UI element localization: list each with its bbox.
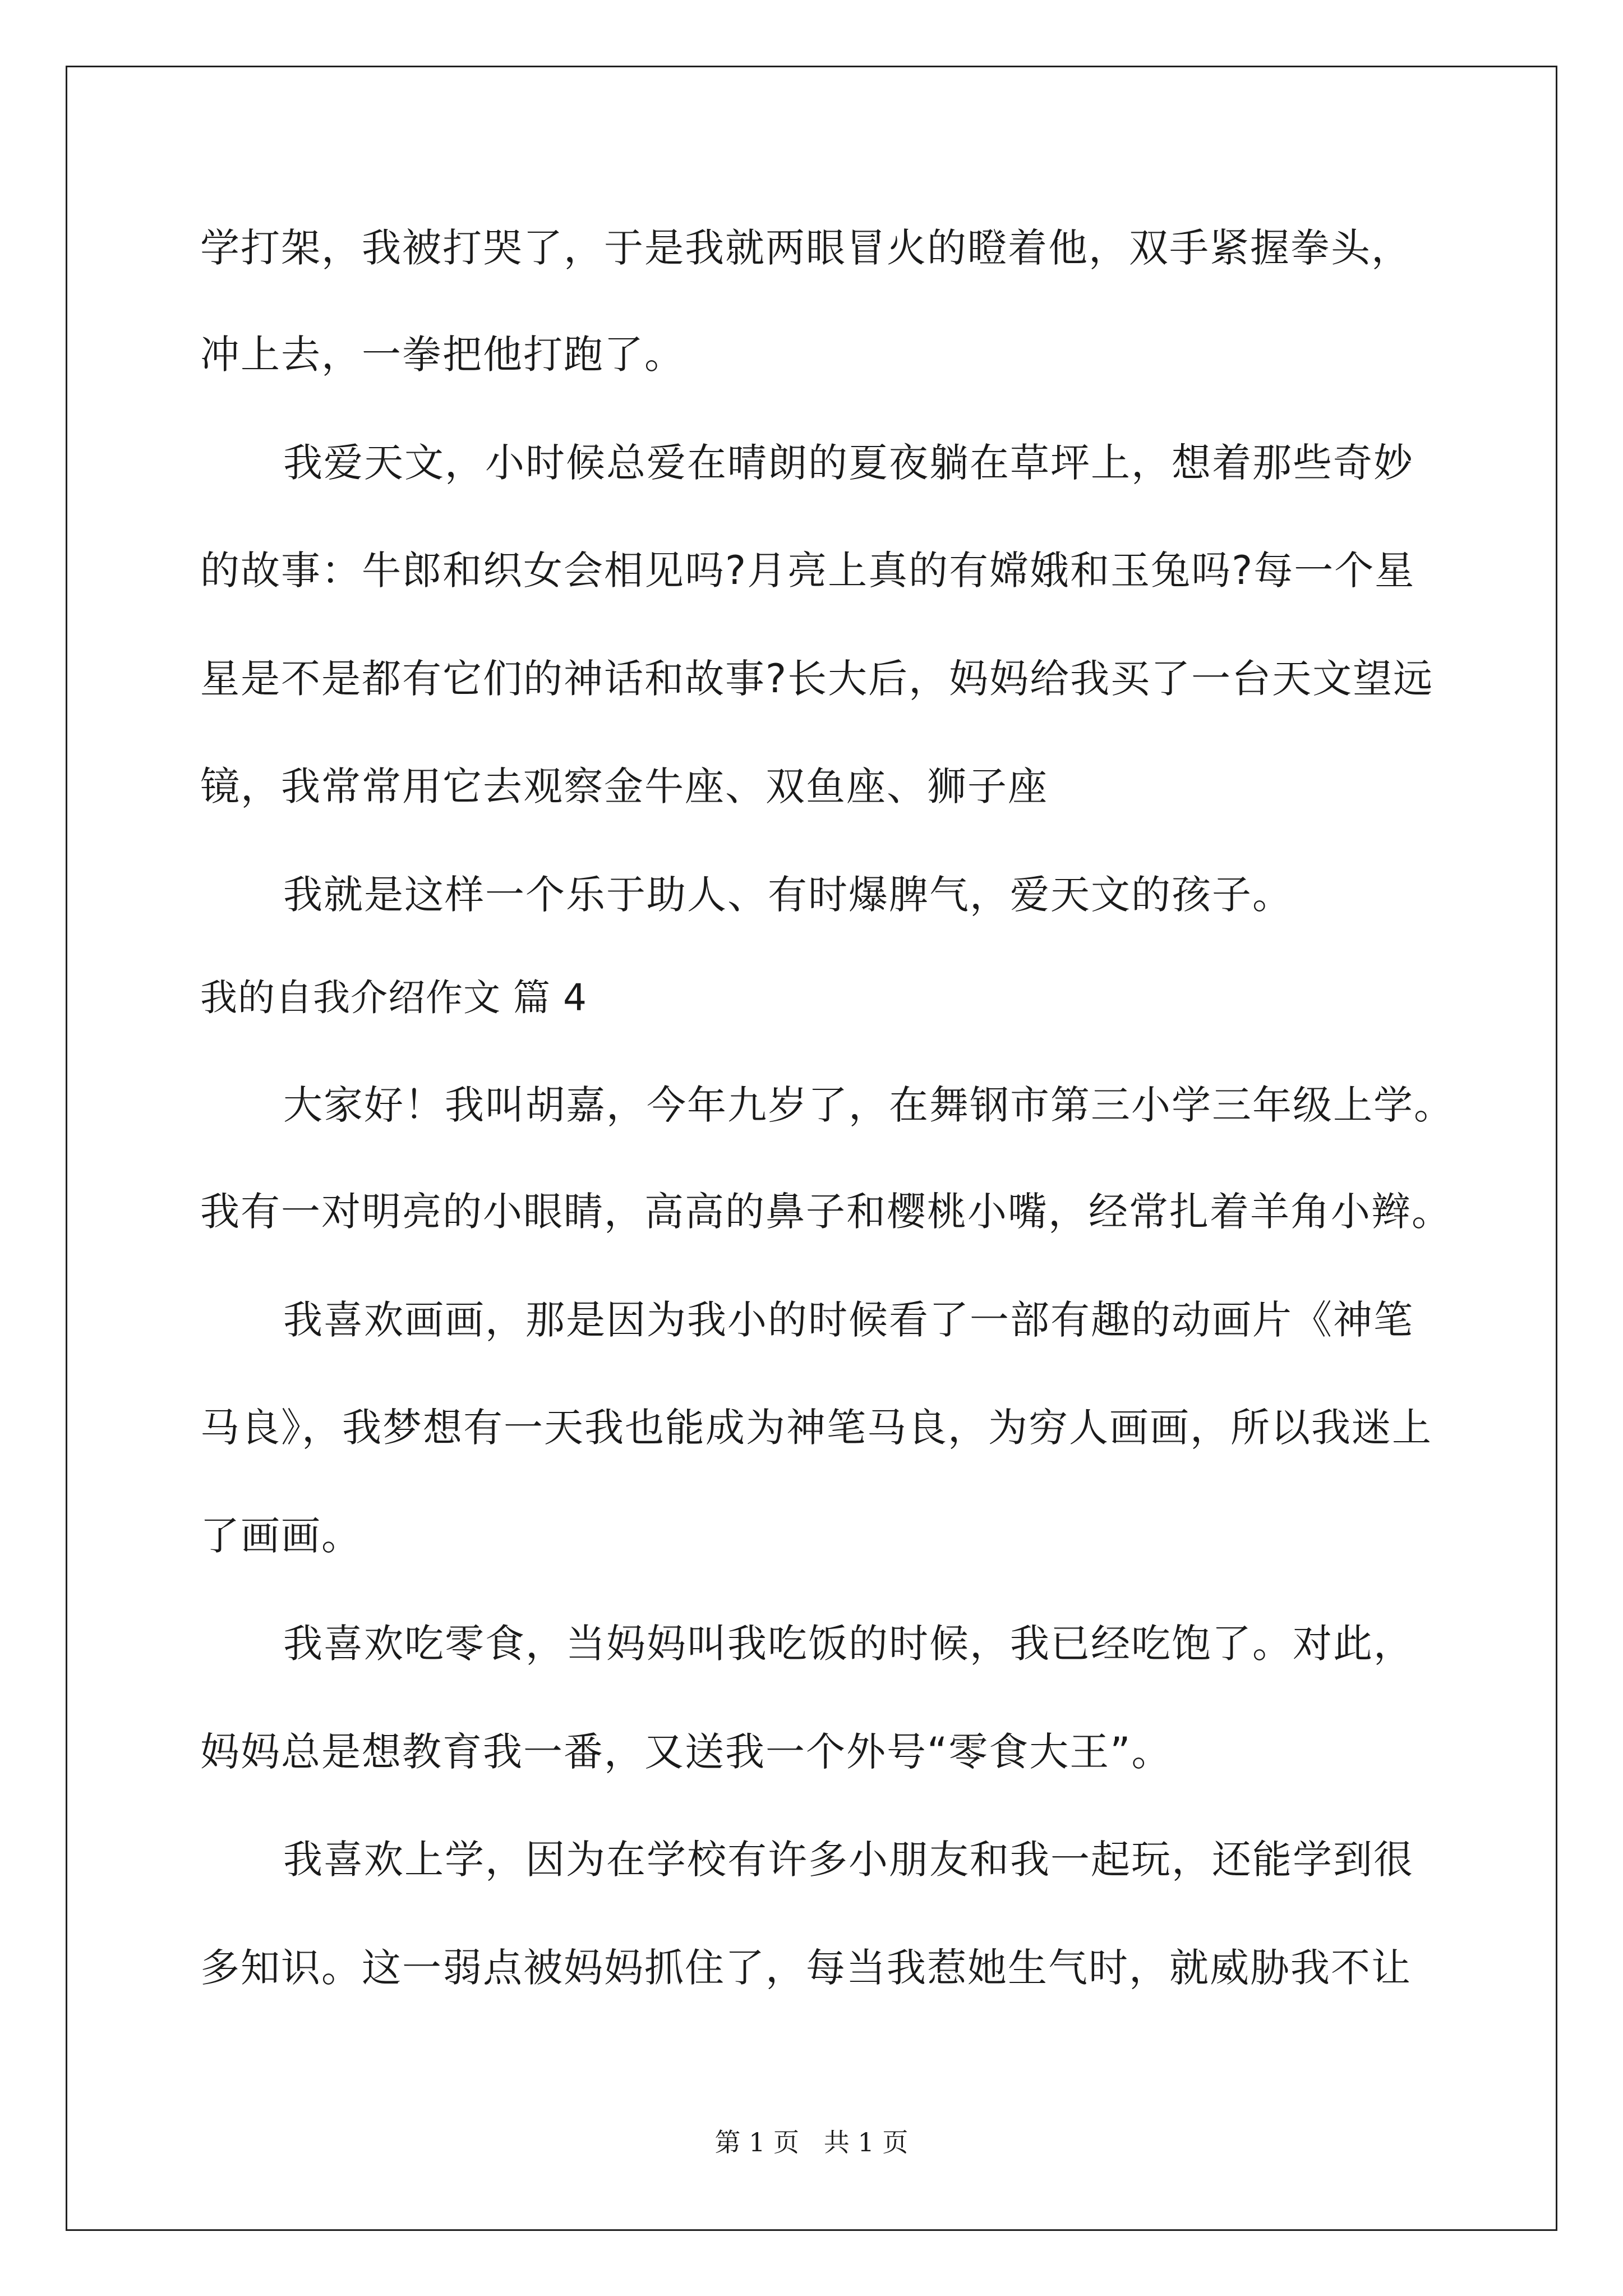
body-line: 我有一对明亮的小眼睛，高高的鼻子和樱桃小嘴，经常扎着羊角小辫。	[200, 1189, 1452, 1235]
paragraph-first-line: 我就是这样一个乐于助人、有时爆脾气，爱天文的孩子。	[283, 872, 1293, 918]
body-line: 了画画。	[200, 1513, 362, 1559]
paragraph-first-line: 大家好！我叫胡嘉，今年九岁了，在舞钢市第三小学三年级上学。	[283, 1082, 1454, 1128]
body-line: 妈妈总是想教育我一番，又送我一个外号“零食大王”。	[200, 1729, 1172, 1775]
page-number-footer: 第 1 页 共 1 页	[714, 2127, 909, 2157]
paragraph-first-line: 我喜欢画画，那是因为我小的时候看了一部有趣的动画片《神笔	[283, 1297, 1414, 1343]
body-line: 马良》，我梦想有一天我也能成为神笔马良，为穷人画画，所以我迷上	[200, 1405, 1432, 1451]
paragraph-first-line: 我喜欢吃零食，当妈妈叫我吃饭的时候，我已经吃饱了。对此，	[283, 1621, 1414, 1667]
page-border	[66, 66, 1557, 2231]
paragraph-first-line: 我喜欢上学，因为在学校有许多小朋友和我一起玩，还能学到很	[283, 1837, 1414, 1883]
body-line: 多知识。这一弱点被妈妈抓住了，每当我惹她生气时，就威胁我不让	[200, 1945, 1412, 1991]
paragraph-first-line: 我爱天文，小时候总爱在晴朗的夏夜躺在草坪上，想着那些奇妙	[283, 440, 1414, 486]
body-line: 的故事：牛郎和织女会相见吗?月亮上真的有嫦娥和玉兔吗?每一个星	[200, 547, 1415, 593]
body-line: 冲上去，一拳把他打跑了。	[200, 332, 685, 378]
body-line: 镜，我常常用它去观察金牛座、双鱼座、狮子座	[200, 763, 1048, 809]
body-line: 学打架，我被打哭了，于是我就两眼冒火的瞪着他，双手紧握拳头，	[200, 225, 1412, 271]
section-heading: 我的自我介绍作文 篇 4	[200, 976, 587, 1019]
body-line: 星是不是都有它们的神话和故事?长大后，妈妈给我买了一台天文望远	[200, 656, 1434, 702]
